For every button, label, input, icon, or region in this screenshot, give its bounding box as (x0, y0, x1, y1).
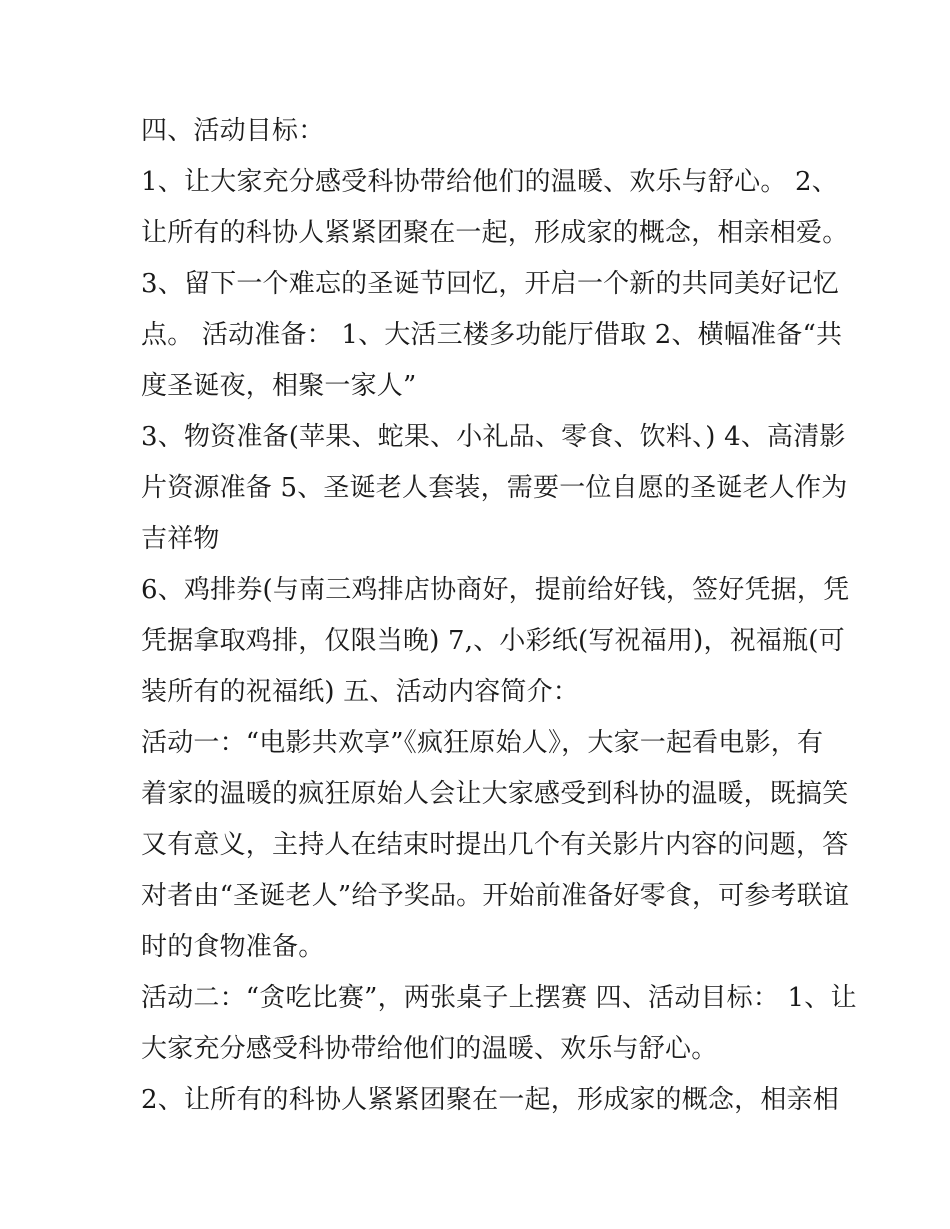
text-line: 着家的温暖的疯狂原始人会让大家感受到科协的温暖，既搞笑 (141, 779, 849, 809)
text-line: 时的食物准备。 (141, 932, 325, 962)
text-line: 1、让大家充分感受科协带给他们的温暖、欢乐与舒心。 2、 (141, 167, 838, 197)
text-line: 又有意义，主持人在结束时提出几个有关影片内容的问题，答 (141, 830, 849, 860)
text-line: 6、鸡排券(与南三鸡排店协商好，提前给好钱，签好凭据，凭 (141, 575, 850, 605)
text-line: 活动一：“电影共欢享”《疯狂原始人》，大家一起看电影，有 (141, 728, 824, 758)
text-line: 装所有的祝福纸) 五、活动内容简介： (141, 677, 580, 707)
text-line: 2、让所有的科协人紧紧团聚在一起，形成家的概念，相亲相 (141, 1085, 839, 1115)
text-line: 3、留下一个难忘的圣诞节回忆，开启一个新的共同美好记忆 (141, 269, 839, 299)
text-line: 大家充分感受科协带给他们的温暖、欢乐与舒心。 (141, 1034, 718, 1064)
text-line: 四、活动目标： (141, 116, 325, 146)
document-body (141, 106, 857, 1126)
text-line: 3、物资准备(苹果、蛇果、小礼品、零食、饮料、) 4、高清影 (141, 422, 846, 452)
text-line: 度圣诞夜，相聚一家人” (141, 371, 417, 401)
text-line: 凭据拿取鸡排，仅限当晚) 7,、小彩纸(写祝福用)，祝福瓶(可 (141, 626, 845, 656)
text-line: 让所有的科协人紧紧团聚在一起，形成家的概念，相亲相爱。 (141, 218, 849, 248)
text-line: 吉祥物 (141, 524, 220, 554)
text-line: 活动二：“贪吃比赛”，两张桌子上摆赛 四、活动目标： 1、让 (141, 983, 857, 1013)
text-line: 点。 活动准备： 1、大活三楼多功能厅借取 2、横幅准备“共 (141, 320, 843, 350)
text-line: 对者由“圣诞老人”给予奖品。开始前准备好零食，可参考联谊 (141, 881, 850, 911)
text-line: 片资源准备 5、圣诞老人套装，需要一位自愿的圣诞老人作为 (141, 473, 848, 503)
